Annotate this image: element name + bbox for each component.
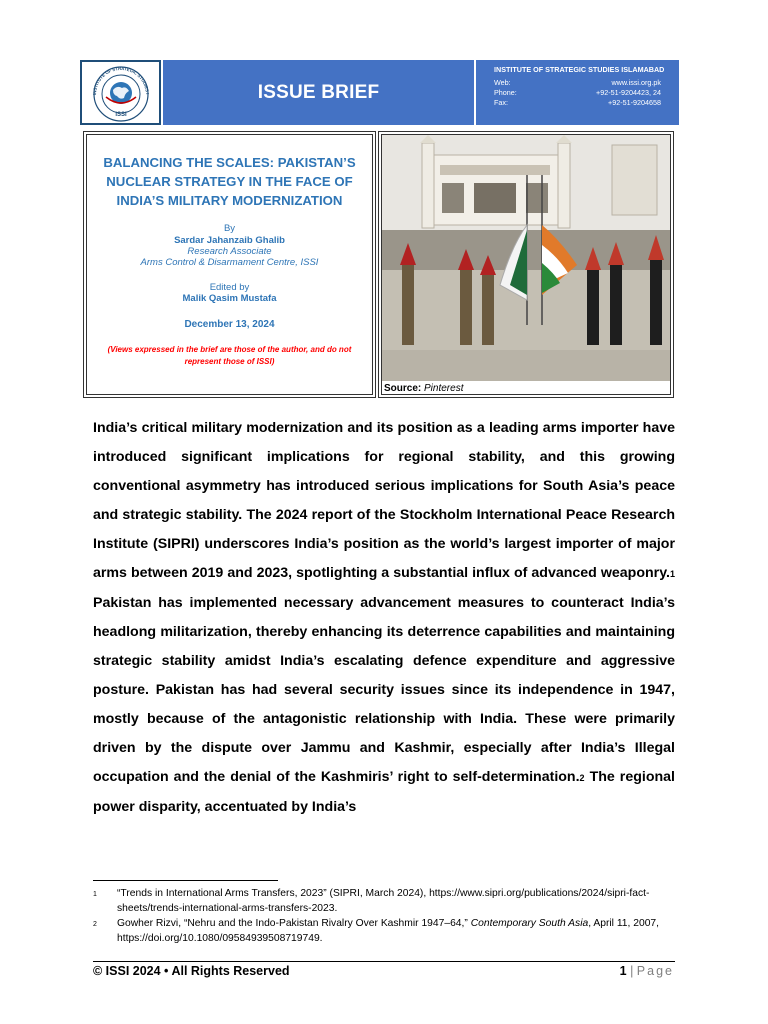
photo-source	[384, 383, 463, 394]
fax-row	[494, 98, 671, 108]
page-indicator	[620, 964, 674, 978]
author-role: Research Associate	[187, 246, 272, 257]
footnote-divider	[93, 880, 278, 881]
footnote-number: 1	[93, 891, 97, 898]
body-text-part2: Pakistan has implemented necessary advancement measures to counteract India’s headlong militarization, thereby enhancing its deterrence capabilities and maintaining strategic stability amidst India’s escalating defence expenditure and aggressive posture. Pakistan has had several security issues since its independence in 1947, mostly because of the antagonistic relationship with India. These were primarily driven by the dispute over Jammu and Kashmir, especially after India’s Illegal occupation and the denial of the Kashmiris’ right to self-determination.	[93, 595, 675, 785]
svg-text:INSTITUTE OF STRATEGIC STUDIES: INSTITUTE OF STRATEGIC STUDIES I	[91, 65, 150, 95]
issue-brief-banner	[163, 60, 474, 125]
fax-label: Fax:	[494, 98, 508, 107]
issi-logo-icon	[84, 63, 158, 123]
brief-title: BALANCING THE SCALES: PAKISTAN’S NUCLEAR STRATEGY IN THE FACE OF INDIA’S MILITARY MODERNIZATION	[103, 155, 356, 208]
page-separator: |	[630, 964, 634, 978]
body-text-part1: India’s critical military modernization and its position as a leading arms importer have introduced significant implications for regional stability, and this growing conventional asymmetry has introduced serious implications for South Asia’s peace and strategic stability. The 2024 report of the Stockholm International Peace Research Institute (SIPRI) underscores India’s position as the world’s largest importer of major arms between 2019 and 2023, spotlighting a substantial influx of advanced weaponry.	[93, 420, 675, 581]
footnotes	[93, 886, 675, 946]
footer-divider	[93, 961, 675, 962]
author-centre: Arms Control & Disarmament Centre, ISSI	[140, 257, 319, 268]
title-panel	[83, 131, 376, 398]
phone-value: +92-51-9204423, 24	[596, 88, 661, 97]
photo-panel	[378, 131, 674, 398]
web-value[interactable]: www.issi.org.pk	[611, 78, 661, 87]
web-label: Web:	[494, 78, 511, 87]
author-name: Sardar Jahanzaib Ghalib	[174, 235, 285, 246]
body-text-part3: The regional power disparity, accentuated by India’s	[93, 769, 675, 815]
footnote-ref-1[interactable]: 1	[669, 569, 675, 579]
web-row	[494, 78, 671, 88]
body-paragraph	[93, 414, 675, 822]
institute-name: INSTITUTE OF STRATEGIC STUDIES ISLAMABAD	[494, 65, 665, 74]
footnote-number: 2	[93, 921, 97, 928]
editor-name: Malik Qasim Mustafa	[182, 293, 277, 304]
edited-by-label: Edited by	[209, 282, 250, 293]
footnote-text: Gowher Rizvi, “Nehru and the Indo-Pakistan Rivalry Over Kashmir 1947–64,”	[117, 918, 471, 929]
source-value: Pinterest	[424, 383, 464, 394]
copyright: © ISSI 2024 • All Rights Reserved	[93, 964, 290, 978]
issi-logo	[80, 60, 161, 125]
footnote-journal: Contemporary South Asia	[470, 918, 589, 929]
phone-row	[494, 88, 671, 98]
source-label: Source:	[384, 383, 422, 394]
page-word: Page	[636, 964, 674, 978]
footnote-text: “Trends in International Arms Transfers, 2023” (SIPRI, March 2024), https://www.sipri.org/publications/2024/sipri-fact-sheets/trends-international-arms-transfers-2023.	[117, 888, 650, 914]
footnote-ref-2[interactable]: 2	[579, 773, 585, 783]
footnote-text-tail: , April 11, 2007, https://doi.org/10.1080/09584939508719749.	[117, 918, 660, 944]
footnote-1	[93, 886, 675, 916]
publication-date: December 13, 2024	[184, 319, 275, 330]
border-ceremony-photo	[382, 135, 670, 381]
by-label: By	[223, 223, 236, 234]
issue-brief-label: ISSUE BRIEF	[257, 81, 380, 103]
issue-brief-header	[80, 60, 679, 125]
footnote-2	[93, 916, 675, 946]
fax-value: +92-51-9204658	[608, 98, 661, 107]
disclaimer: (Views expressed in the brief are those of the author, and do not represent those of ISSI)	[107, 345, 352, 366]
page-number: 1	[619, 964, 627, 978]
phone-label: Phone:	[494, 88, 517, 97]
svg-text:ISSI: ISSI	[114, 111, 127, 118]
institute-contact-block	[476, 60, 679, 125]
